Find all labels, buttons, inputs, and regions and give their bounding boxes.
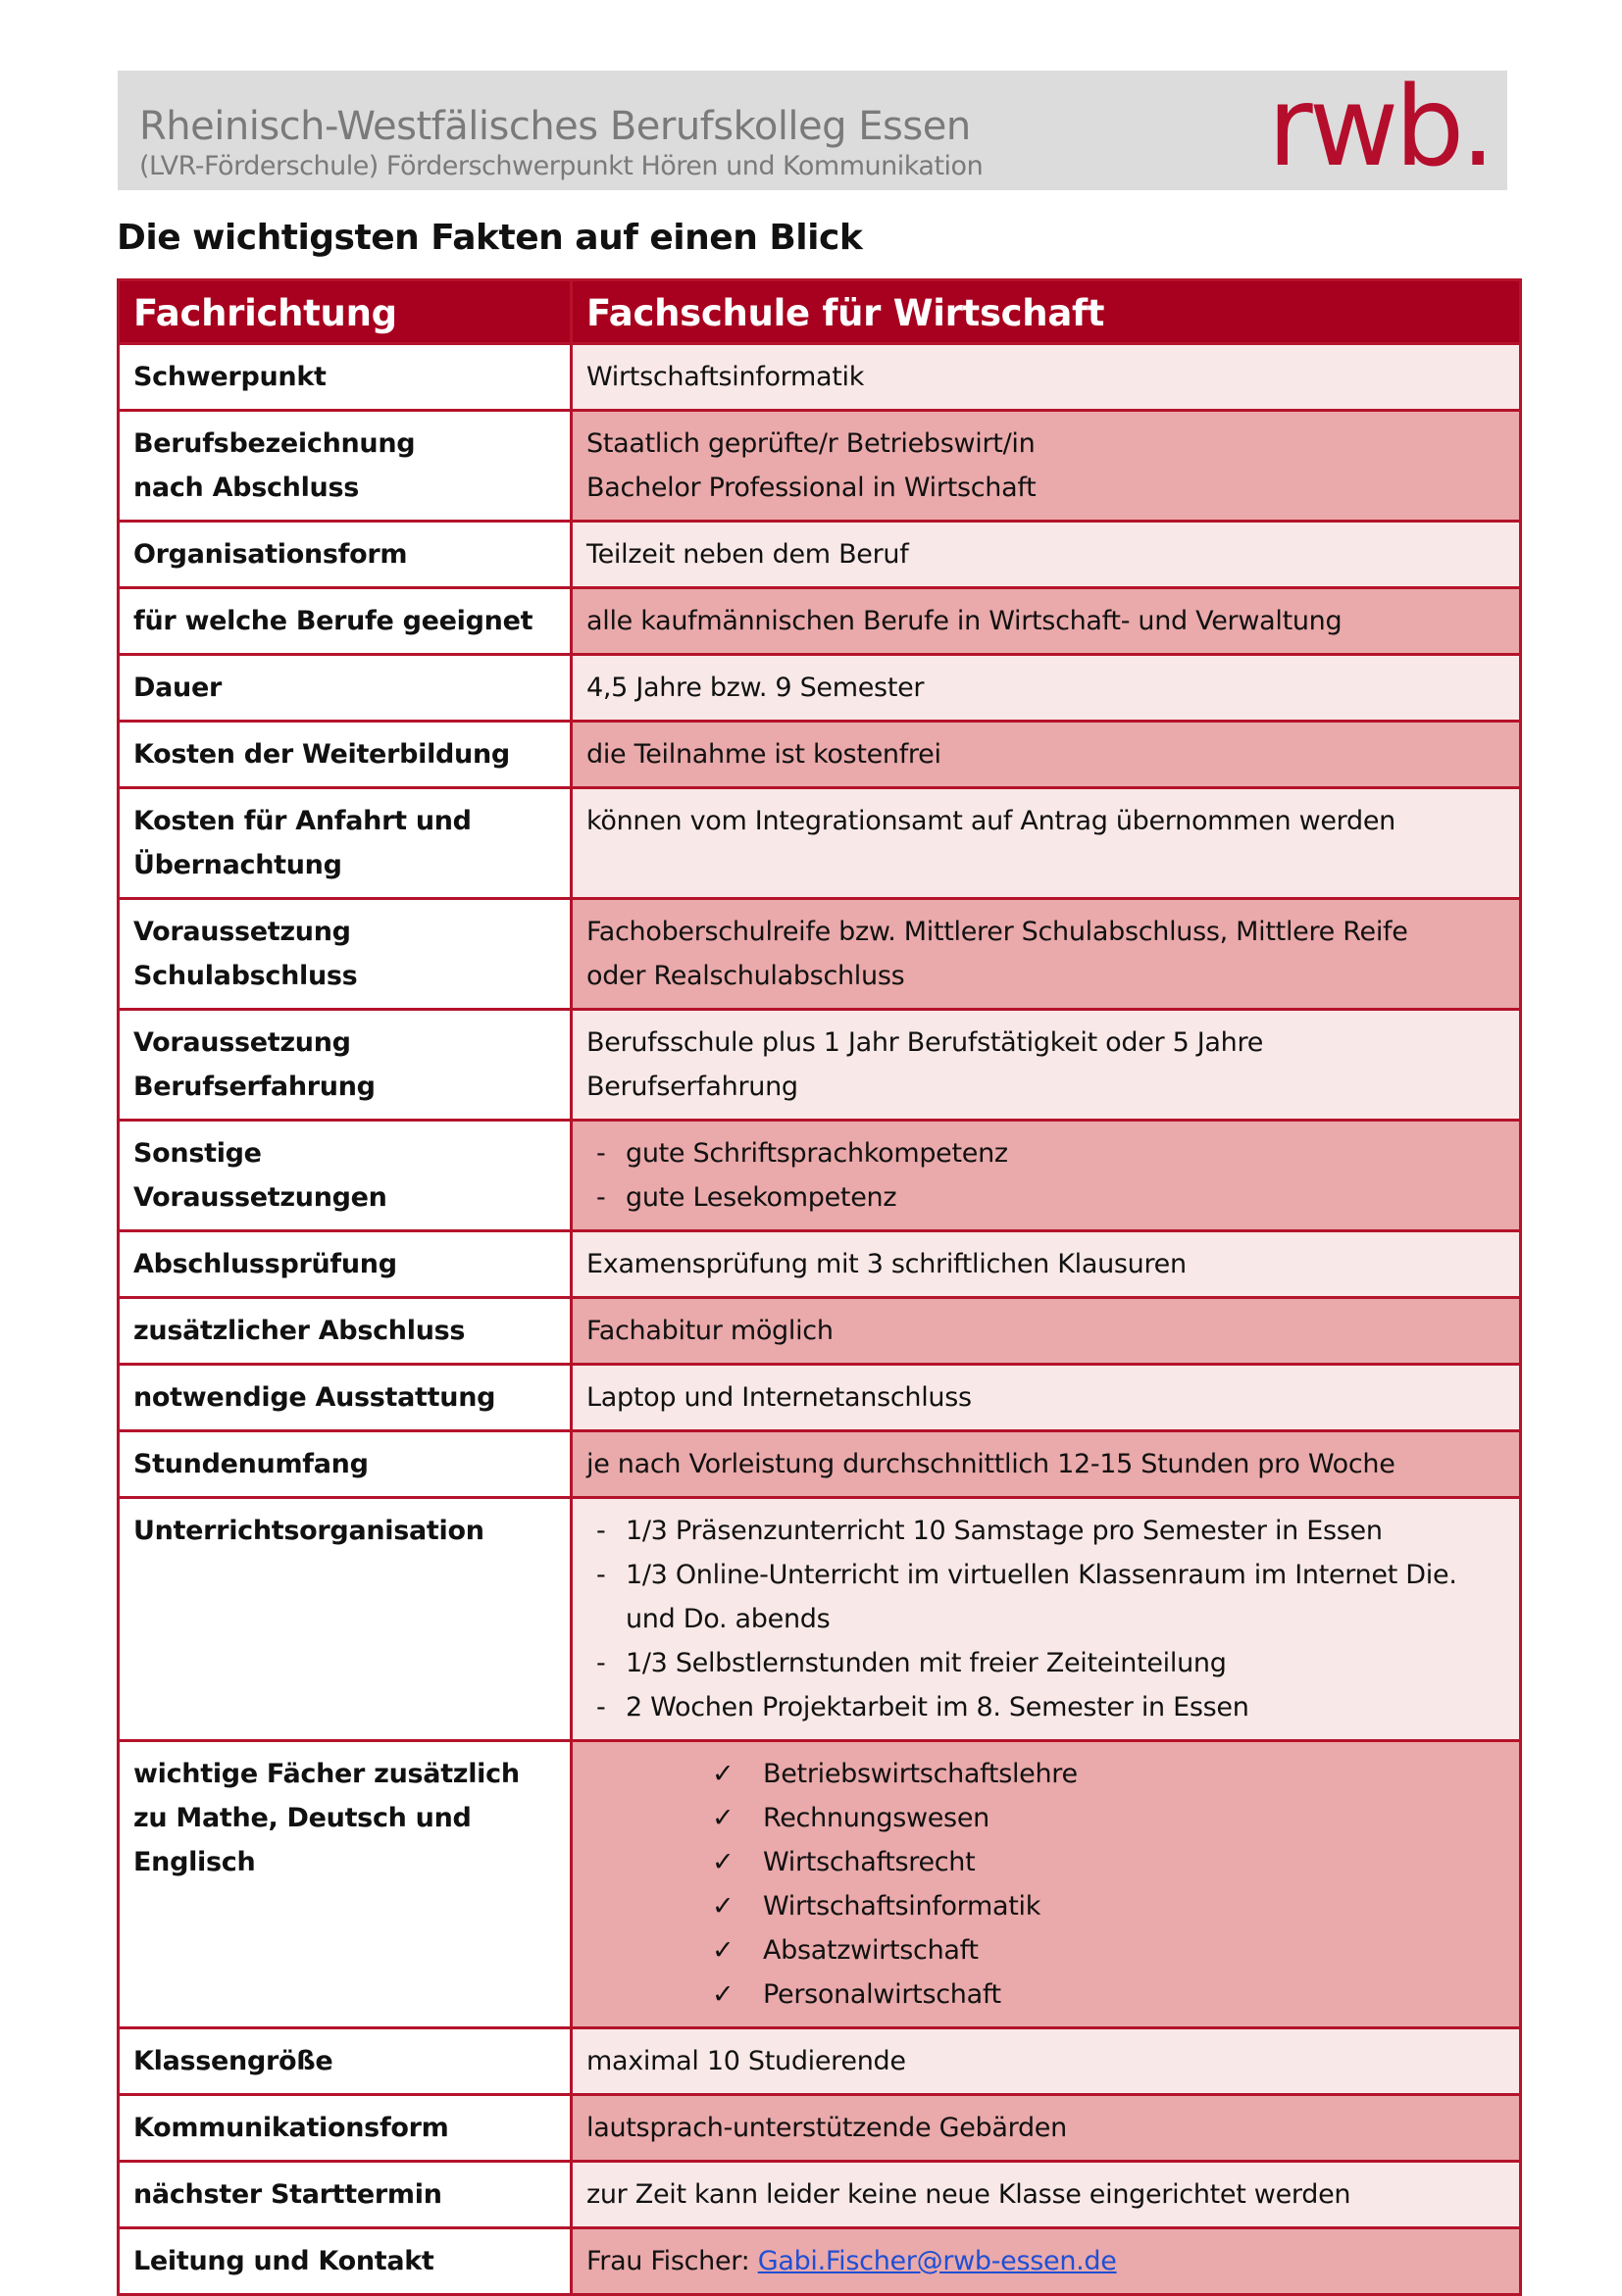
row-label: Dauer (119, 655, 572, 722)
row-label (119, 411, 572, 522)
list-item: - gute Lesekompetenz (586, 1175, 1505, 1220)
row-value: maximal 10 Studierende (572, 2028, 1521, 2095)
header-value: Fachschule für Wirtschaft (572, 280, 1521, 344)
list-item: - 1/3 Online-Unterricht im virtuellen Klassenraum im Internet Die. und Do. abends (586, 1553, 1505, 1641)
row-label: für welche Berufe geeignet (119, 588, 572, 655)
row-label: Leitung und Kontakt (119, 2228, 572, 2295)
value-line: Berufserfahrung (586, 1072, 798, 1102)
table-header-row (119, 280, 1521, 344)
table-row (119, 1231, 1521, 1298)
checkmark-icon: ✓ (712, 1803, 735, 1833)
row-value: Examensprüfung mit 3 schriftlichen Klausuren (572, 1231, 1521, 1298)
list-item: - gute Schriftsprachkompetenz (586, 1131, 1505, 1175)
value-line: Fachoberschulreife bzw. Mittlerer Schulabschluss, Mittlere Reife (586, 917, 1408, 947)
checkmark-icon: ✓ (712, 1979, 735, 2010)
checkmark-icon: ✓ (712, 1935, 735, 1966)
dash-list (586, 1131, 1505, 1220)
row-label: Stundenumfang (119, 1431, 572, 1498)
table-row (119, 1365, 1521, 1431)
row-label: Organisationsform (119, 522, 572, 588)
list-item (712, 1884, 1505, 1928)
row-label: Kommunikationsform (119, 2095, 572, 2162)
page-title: Die wichtigsten Fakten auf einen Blick (117, 218, 863, 258)
row-label: Kosten der Weiterbildung (119, 722, 572, 788)
row-value (572, 899, 1521, 1010)
facts-table (117, 278, 1522, 2296)
value-line: Staatlich geprüfte/r Betriebswirt/in (586, 428, 1036, 459)
label-line: wichtige Fächer zusätzlich (133, 1759, 520, 1789)
row-label: Klassengröße (119, 2028, 572, 2095)
subject-label: Rechnungswesen (763, 1803, 989, 1833)
row-label (119, 1121, 572, 1231)
row-value (572, 411, 1521, 522)
header-banner (118, 64, 1507, 191)
table-row (119, 588, 1521, 655)
table-row (119, 1010, 1521, 1121)
list-item: - 1/3 Selbstlernstunden mit freier Zeiteinteilung (586, 1641, 1505, 1685)
row-label: Abschlussprüfung (119, 1231, 572, 1298)
row-label: nächster Starttermin (119, 2162, 572, 2228)
table-row (119, 899, 1521, 1010)
row-label (119, 1741, 572, 2028)
row-value: alle kaufmännischen Berufe in Wirtschaft- und Verwaltung (572, 588, 1521, 655)
row-value (572, 1498, 1521, 1741)
row-label (119, 788, 572, 899)
label-line: Englisch (133, 1847, 256, 1877)
dash-list (586, 1509, 1505, 1729)
row-value (572, 1010, 1521, 1121)
checkmark-icon: ✓ (712, 1847, 735, 1877)
label-line: Voraussetzung (133, 1027, 351, 1058)
list-item: - 1/3 Präsenzunterricht 10 Samstage pro Semester in Essen (586, 1509, 1505, 1553)
table-row (119, 1121, 1521, 1231)
row-label: Schwerpunkt (119, 344, 572, 411)
list-item (712, 1752, 1505, 1796)
checkmark-icon: ✓ (712, 1759, 735, 1789)
table-row (119, 1431, 1521, 1498)
table-row (119, 1298, 1521, 1365)
value-line: oder Realschulabschluss (586, 961, 905, 991)
label-line: nach Abschluss (133, 473, 360, 503)
contact-name: Frau Fischer: (586, 2246, 758, 2276)
label-line: Schulabschluss (133, 961, 358, 991)
subject-label: Wirtschaftsrecht (763, 1847, 976, 1877)
row-label (119, 1010, 572, 1121)
table-row (119, 344, 1521, 411)
table-row (119, 2228, 1521, 2295)
table-row (119, 2162, 1521, 2228)
row-value: zur Zeit kann leider keine neue Klasse eingerichtet werden (572, 2162, 1521, 2228)
list-item (712, 1928, 1505, 1972)
row-label (119, 899, 572, 1010)
subject-label: Absatzwirtschaft (763, 1935, 979, 1966)
checkmark-icon: ✓ (712, 1891, 735, 1922)
subject-label: Betriebswirtschaftslehre (763, 1759, 1078, 1789)
row-value: Wirtschaftsinformatik (572, 344, 1521, 411)
list-item (712, 1972, 1505, 2017)
label-line: Sonstige (133, 1138, 262, 1169)
row-value (572, 1121, 1521, 1231)
row-label: notwendige Ausstattung (119, 1365, 572, 1431)
rwb-logo: rwb. (1267, 64, 1492, 191)
row-value: Teilzeit neben dem Beruf (572, 522, 1521, 588)
contact-email-link[interactable]: Gabi.Fischer@rwb-essen.de (757, 2246, 1117, 2276)
label-line: zu Mathe, Deutsch und (133, 1803, 472, 1833)
table-row (119, 2095, 1521, 2162)
label-line: Berufsbezeichnung (133, 428, 416, 459)
label-line: Voraussetzung (133, 917, 351, 947)
table-row (119, 655, 1521, 722)
table-row (119, 2028, 1521, 2095)
school-name: Rheinisch-Westfälisches Berufskolleg Essen (139, 104, 971, 149)
row-value: 4,5 Jahre bzw. 9 Semester (572, 655, 1521, 722)
row-label: Unterrichtsorganisation (119, 1498, 572, 1741)
subject-label: Wirtschaftsinformatik (763, 1891, 1041, 1922)
table-row (119, 522, 1521, 588)
check-list (586, 1752, 1505, 2017)
row-value: je nach Vorleistung durchschnittlich 12-15 Stunden pro Woche (572, 1431, 1521, 1498)
value-line: Berufsschule plus 1 Jahr Berufstätigkeit oder 5 Jahre (586, 1027, 1264, 1058)
label-line: Berufserfahrung (133, 1072, 376, 1102)
school-subtitle: (LVR-Förderschule) Förderschwerpunkt Hören und Kommunikation (139, 151, 984, 181)
row-value: können vom Integrationsamt auf Antrag übernommen werden (572, 788, 1521, 899)
row-value: Fachabitur möglich (572, 1298, 1521, 1365)
list-item (712, 1796, 1505, 1840)
header-label: Fachrichtung (119, 280, 572, 344)
subject-label: Personalwirtschaft (763, 1979, 1001, 2010)
list-item: - 2 Wochen Projektarbeit im 8. Semester in Essen (586, 1685, 1505, 1729)
label-line: Kosten für Anfahrt und (133, 806, 472, 836)
row-value (572, 2228, 1521, 2295)
table-row (119, 722, 1521, 788)
table-row (119, 1498, 1521, 1741)
list-item (712, 1840, 1505, 1884)
table-row (119, 788, 1521, 899)
table-row (119, 1741, 1521, 2028)
row-label: zusätzlicher Abschluss (119, 1298, 572, 1365)
label-line: Übernachtung (133, 850, 342, 880)
row-value (572, 1741, 1521, 2028)
row-value: Laptop und Internetanschluss (572, 1365, 1521, 1431)
row-value: die Teilnahme ist kostenfrei (572, 722, 1521, 788)
row-value: lautsprach-unterstützende Gebärden (572, 2095, 1521, 2162)
value-line: Bachelor Professional in Wirtschaft (586, 473, 1037, 503)
label-line: Voraussetzungen (133, 1182, 387, 1213)
table-row (119, 411, 1521, 522)
